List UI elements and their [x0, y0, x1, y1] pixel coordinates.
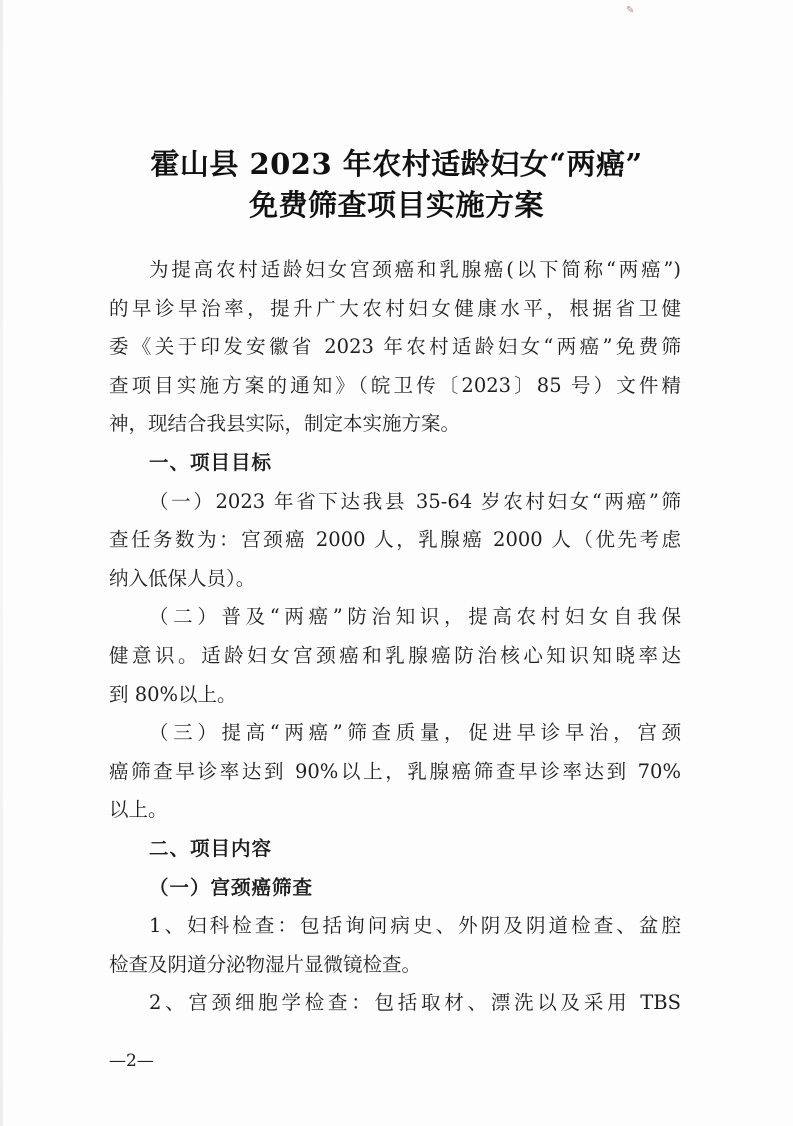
paragraph-line: 的早诊早治率，提升广大农村妇女健康水平，根据省卫健: [109, 296, 681, 320]
paragraph-line: 纳入低保人员）。: [109, 566, 256, 590]
document-body: [109, 251, 681, 1023]
paragraph-line: （二）普及“两癌”防治知识，提高农村妇女自我保: [149, 605, 681, 629]
scan-mark: ✎: [626, 5, 635, 16]
section-heading: 二、项目内容: [149, 836, 273, 860]
document-title-line-2: 免费筛查项目实施方案: [248, 188, 544, 222]
document-title-line-1: 霍山县 2023 年农村适龄妇女“两癌”: [150, 147, 643, 181]
subsection-heading: （一）宫颈癌筛查: [149, 875, 314, 899]
paragraph-line: （一）2023 年省下达我县 35-64 岁农村妇女“两癌”筛: [149, 489, 681, 513]
paragraph-line: 为提高农村适龄妇女宫颈癌和乳腺癌(以下简称“两癌”): [149, 258, 681, 281]
paragraph-line: 以上。: [109, 798, 168, 822]
paragraph-line: 癌筛查早诊率达到 90%以上，乳腺癌筛查早诊率达到 70%: [109, 759, 681, 783]
paragraph-line: 委《关于印发安徽省 2023 年农村适龄妇女“两癌”免费筛: [109, 335, 681, 359]
paragraph-line: 2、宫颈细胞学检查：包括取材、漂洗以及采用 TBS: [149, 991, 681, 1015]
paragraph-line: 检查及阴道分泌物湿片显微镜检查。: [109, 952, 422, 976]
page-number: —2—: [109, 1051, 154, 1071]
paragraph-line: 到 80%以上。: [109, 682, 237, 706]
paragraph-line: 健意识。适龄妇女宫颈癌和乳腺癌防治核心知识知晓率达: [109, 643, 681, 667]
paragraph-line: （三）提高“两癌”筛查质量，促进早诊早治，宫颈: [149, 721, 681, 745]
paragraph-line: 查任务数为：宫颈癌 2000 人，乳腺癌 2000 人（优先考虑: [109, 528, 681, 552]
paragraph-line: 神，现结合我县实际，制定本实施方案。: [109, 412, 461, 436]
paragraph-line: 查项目实施方案的通知》（皖卫传〔2023〕85 号）文件精: [109, 373, 681, 397]
section-heading: 一、项目目标: [149, 450, 273, 474]
paragraph-line: 1、妇科检查：包括询问病史、外阴及阴道检查、盆腔: [149, 914, 681, 938]
